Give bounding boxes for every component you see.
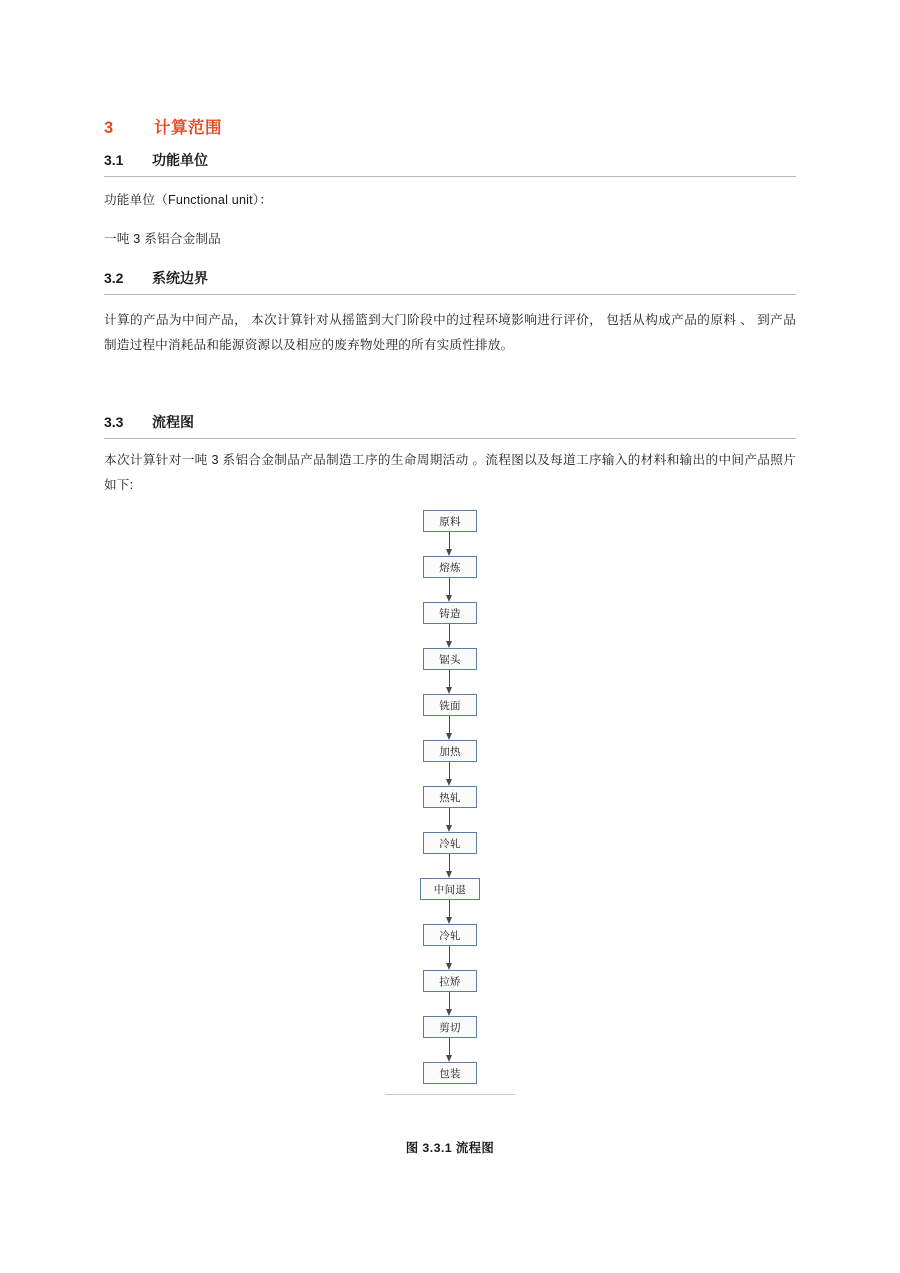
flow-arrow-9 — [445, 900, 455, 924]
flow-arrow-1 — [445, 532, 455, 556]
subsection-number-3-3: 3.3 — [104, 414, 124, 430]
flow-node-raw-material: 原料 — [423, 510, 477, 532]
flow-node-sawing: 锯头 — [423, 648, 477, 670]
section-heading — [104, 114, 222, 138]
subsection-heading-3-1 — [104, 150, 796, 177]
subsection-title-3-3: 流程图 — [152, 414, 194, 430]
flow-node-shearing: 剪切 — [423, 1016, 477, 1038]
flow-arrow-7 — [445, 808, 455, 832]
flow-arrow-11 — [445, 992, 455, 1016]
process-flowchart — [104, 510, 796, 1095]
subsection-heading-3-2 — [104, 268, 796, 295]
flow-arrow-5 — [445, 716, 455, 740]
paragraph-3-1-a: 功能单位（Functional unit）： — [104, 193, 273, 207]
flow-node-casting: 铸造 — [423, 602, 477, 624]
paragraph-3-2: 计算的产品为中间产品， 本次计算针对从摇篮到大门阶段中的过程环境影响进行评价， 包括从构成产品的原料 、 到产品制造过程中消耗品和能源资源以及相应的废弃物处理的所有实质性排放。 — [104, 313, 796, 353]
flow-node-packaging: 包装 — [423, 1062, 477, 1084]
subsection-number-3-2: 3.2 — [104, 270, 124, 286]
subsection-title-3-2: 系统边界 — [152, 270, 208, 286]
paragraph-3-3: 本次计算针对一吨 3 系铝合金制品产品制造工序的生命周期活动 。流程图以及每道工序输入的材料和输出的中间产品照片如下: — [104, 453, 796, 493]
flow-node-melting: 熔炼 — [423, 556, 477, 578]
flow-node-hot-rolling: 热轧 — [423, 786, 477, 808]
subsection-number-3-1: 3.1 — [104, 152, 124, 168]
flow-arrow-6 — [445, 762, 455, 786]
flow-node-tension-leveling: 拉矫 — [423, 970, 477, 992]
paragraph-3-1-b: 一吨 3 系铝合金制品 — [104, 232, 221, 246]
figure-caption: 图 3.3.1 流程图 — [405, 1141, 495, 1155]
flow-arrow-2 — [445, 578, 455, 602]
flow-node-cold-rolling-2: 冷轧 — [423, 924, 477, 946]
flow-arrow-10 — [445, 946, 455, 970]
flowchart-baseline — [385, 1094, 515, 1095]
flow-arrow-12 — [445, 1038, 455, 1062]
flow-arrow-3 — [445, 624, 455, 648]
flow-node-cold-rolling-1: 冷轧 — [423, 832, 477, 854]
subsection-heading-3-3 — [104, 412, 796, 439]
flow-arrow-8 — [445, 854, 455, 878]
section-title-text: 计算范围 — [154, 119, 222, 137]
flow-arrow-4 — [445, 670, 455, 694]
section-number: 3 — [104, 119, 114, 137]
flow-node-intermediate-annealing: 中间退 — [420, 878, 480, 900]
flow-node-milling: 铣面 — [423, 694, 477, 716]
flow-node-heating: 加热 — [423, 740, 477, 762]
subsection-title-3-1: 功能单位 — [152, 152, 208, 168]
